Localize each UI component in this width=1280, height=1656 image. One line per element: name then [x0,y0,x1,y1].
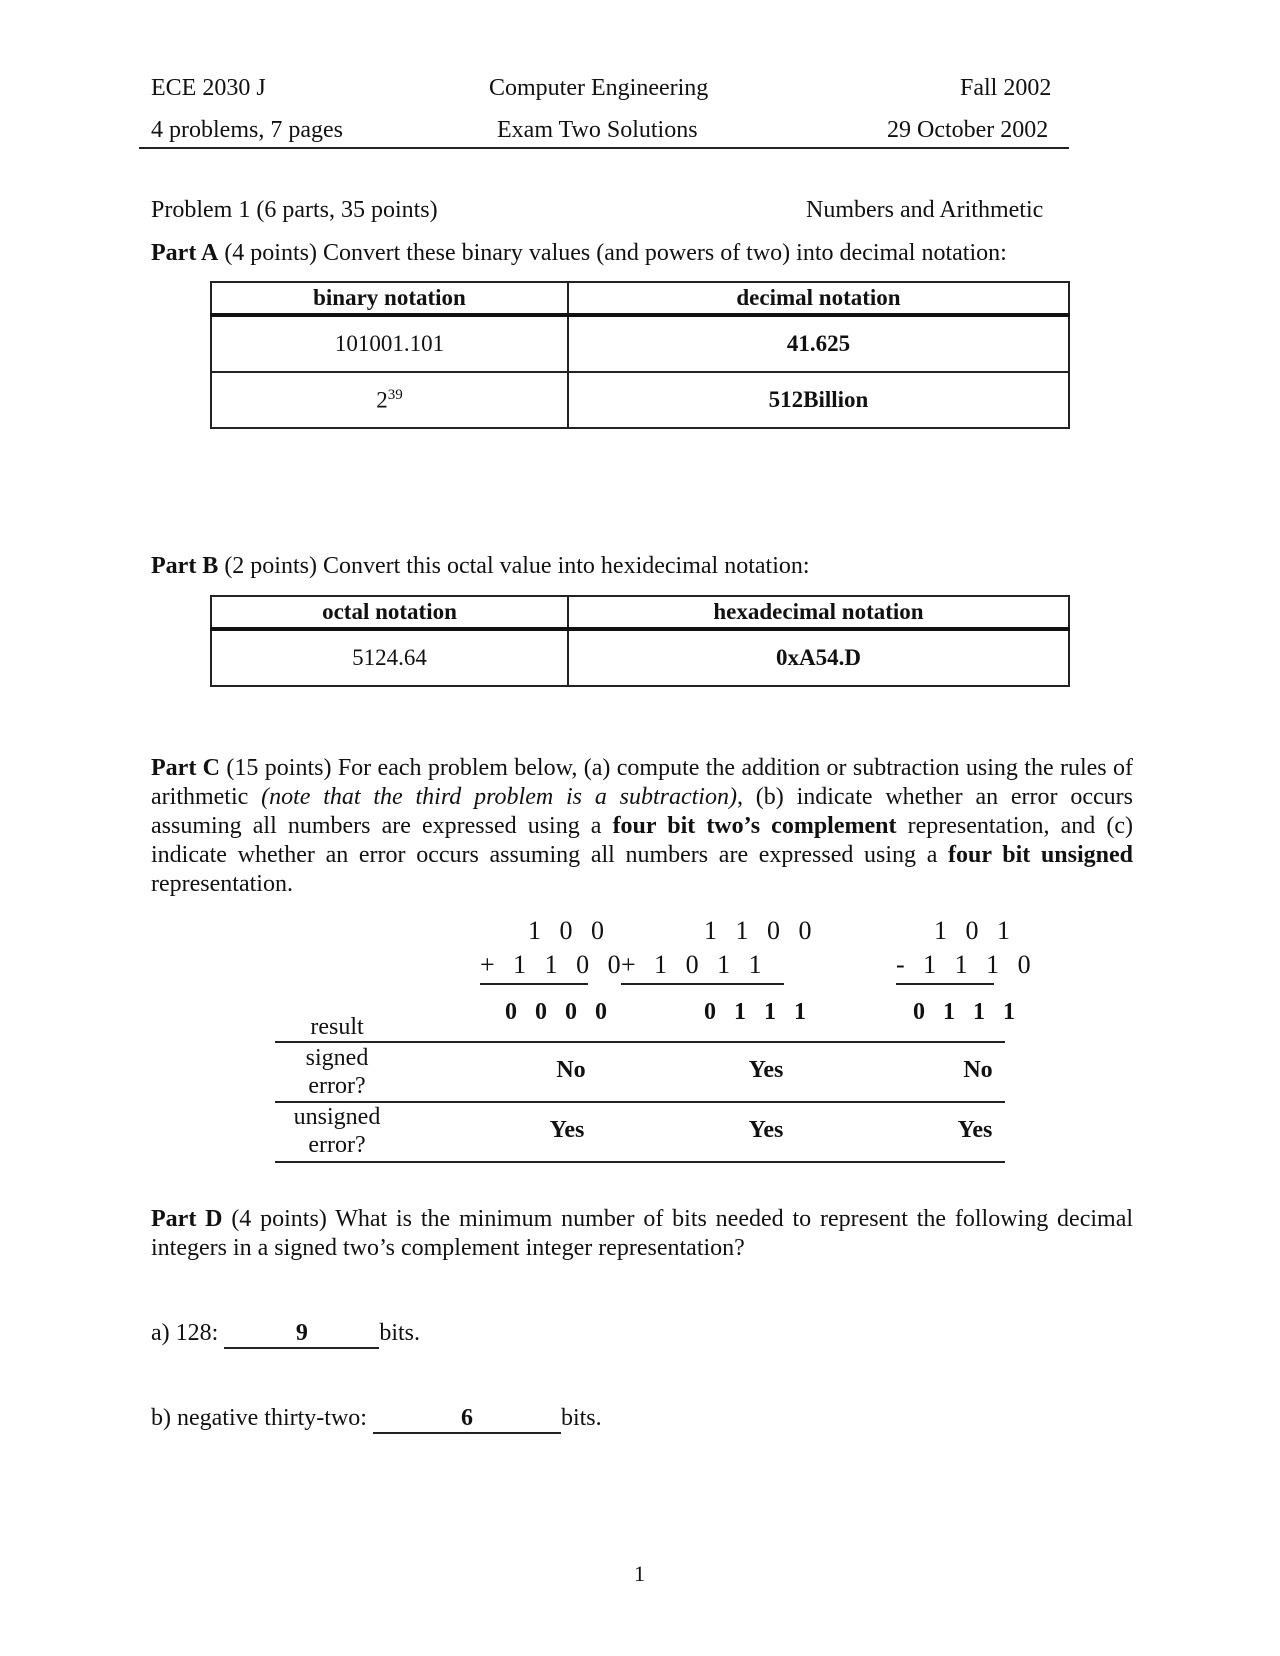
prob1-bottom: + 1 1 0 0 [480,950,627,979]
part-a-row2-input [211,372,568,428]
row-unsigned-label [272,1103,402,1159]
result-row-rule [275,1041,1005,1043]
part-a-row1-input: 101001.101 [211,315,568,372]
part-c-text-4: representation. [151,871,293,897]
part-d-b [151,1405,602,1434]
prob1-unsigned-error: Yes [549,1117,585,1143]
prob3-signed-error: No [963,1057,993,1083]
prob1-signed-error: No [556,1057,586,1083]
term: Fall 2002 [960,75,1052,101]
department: Computer Engineering [489,75,709,101]
row-unsigned-label-line1: unsigned [293,1104,381,1130]
part-b-label: Part B [151,553,219,579]
prob2-underline [621,983,784,985]
part-b-input: 5124.64 [211,629,568,686]
exam-date: 29 October 2002 [887,117,1049,143]
part-d-text: (4 points) What is the minimum number of bits needed to represent the following decimal integers in a signed two’s complement integer representation? [151,1206,1134,1261]
row-signed-label [272,1044,402,1100]
row-signed-label-line1: signed [305,1045,369,1071]
part-c-emph-signed: four bit two’s complement [612,813,897,839]
power-exponent: 39 [387,386,403,403]
unsigned-row-rule [275,1161,1005,1163]
part-d-a-answer: 9 [224,1320,379,1349]
prob1-top: 1 0 0 [528,916,610,945]
part-d-a [151,1320,420,1349]
part-a-prompt [151,240,1007,267]
exam-title: Exam Two Solutions [497,117,698,143]
part-d-label: Part D [151,1206,223,1232]
part-b-col-hex: hexadecimal notation [568,596,1069,629]
part-a-label: Part A [151,240,219,266]
part-c-prompt [151,754,1133,899]
prob2-signed-error: Yes [748,1057,784,1083]
row-result-label: result [310,1014,364,1040]
part-b-table [210,595,1070,687]
part-d-a-unit: bits. [379,1320,420,1346]
part-c-text-1: (15 points) For each problem below, (a) compute the addition or subtraction using the rules of arithmetic [151,755,1134,810]
page-number: 1 [634,1561,645,1586]
course-code: ECE 2030 J [151,75,266,101]
problem-topic: Numbers and Arithmetic [806,197,1044,223]
part-d-b-prompt: b) negative thirty-two: [151,1405,373,1431]
part-a-col-decimal: decimal notation [568,282,1069,315]
problem-title: Problem 1 (6 parts, 35 points) [151,197,438,223]
part-c-note: (note that the third problem is a subtraction) [261,784,737,810]
prob1-result: 0 0 0 0 [505,999,613,1025]
part-a-row1-answer: 41.625 [568,315,1069,372]
part-a-col-binary: binary notation [211,282,568,315]
prob3-result: 0 1 1 1 [913,999,1021,1025]
prob3-unsigned-error: Yes [957,1117,993,1143]
part-d-b-answer: 6 [373,1405,561,1434]
power-base: 2 [376,387,388,413]
part-c-text-2: , (b) indicate whether an error occurs assuming all numbers are expressed using a [151,784,1133,839]
part-c-text-3: representation, and (c) indicate whether an error occurs assuming all numbers are expressed using a [151,813,1133,868]
prob2-unsigned-error: Yes [748,1117,784,1143]
part-a-row2-answer: 512Billion [568,372,1069,428]
part-b-answer: 0xA54.D [568,629,1069,686]
part-d-prompt [151,1205,1133,1263]
prob2-result: 0 1 1 1 [704,999,812,1025]
prob1-underline [480,983,588,985]
part-b-text: (2 points) Convert this octal value into hexidecimal notation: [218,553,810,579]
prob2-top: 1 1 0 0 [704,916,818,945]
prob3-top: 1 0 1 [934,916,1016,945]
prob2-bottom: + 1 0 1 1 [621,950,768,979]
part-c-emph-unsigned: four bit unsigned [948,842,1133,868]
row-signed-label-line2: error? [308,1073,366,1099]
part-d-b-unit: bits. [560,1405,602,1431]
row-unsigned-label-line2: error? [308,1132,366,1158]
part-b-prompt [151,553,810,580]
prob3-underline [896,983,994,985]
part-d-a-prompt: a) 128: [151,1320,225,1346]
problem-count: 4 problems, 7 pages [151,117,343,143]
part-b-col-octal: octal notation [211,596,568,629]
header-rule [139,147,1069,149]
part-a-text: (4 points) Convert these binary values (and powers of two) into decimal notation: [218,240,1007,266]
part-c-label: Part C [151,755,221,781]
part-a-table [210,281,1070,429]
prob3-bottom: - 1 1 1 0 [896,950,1037,979]
